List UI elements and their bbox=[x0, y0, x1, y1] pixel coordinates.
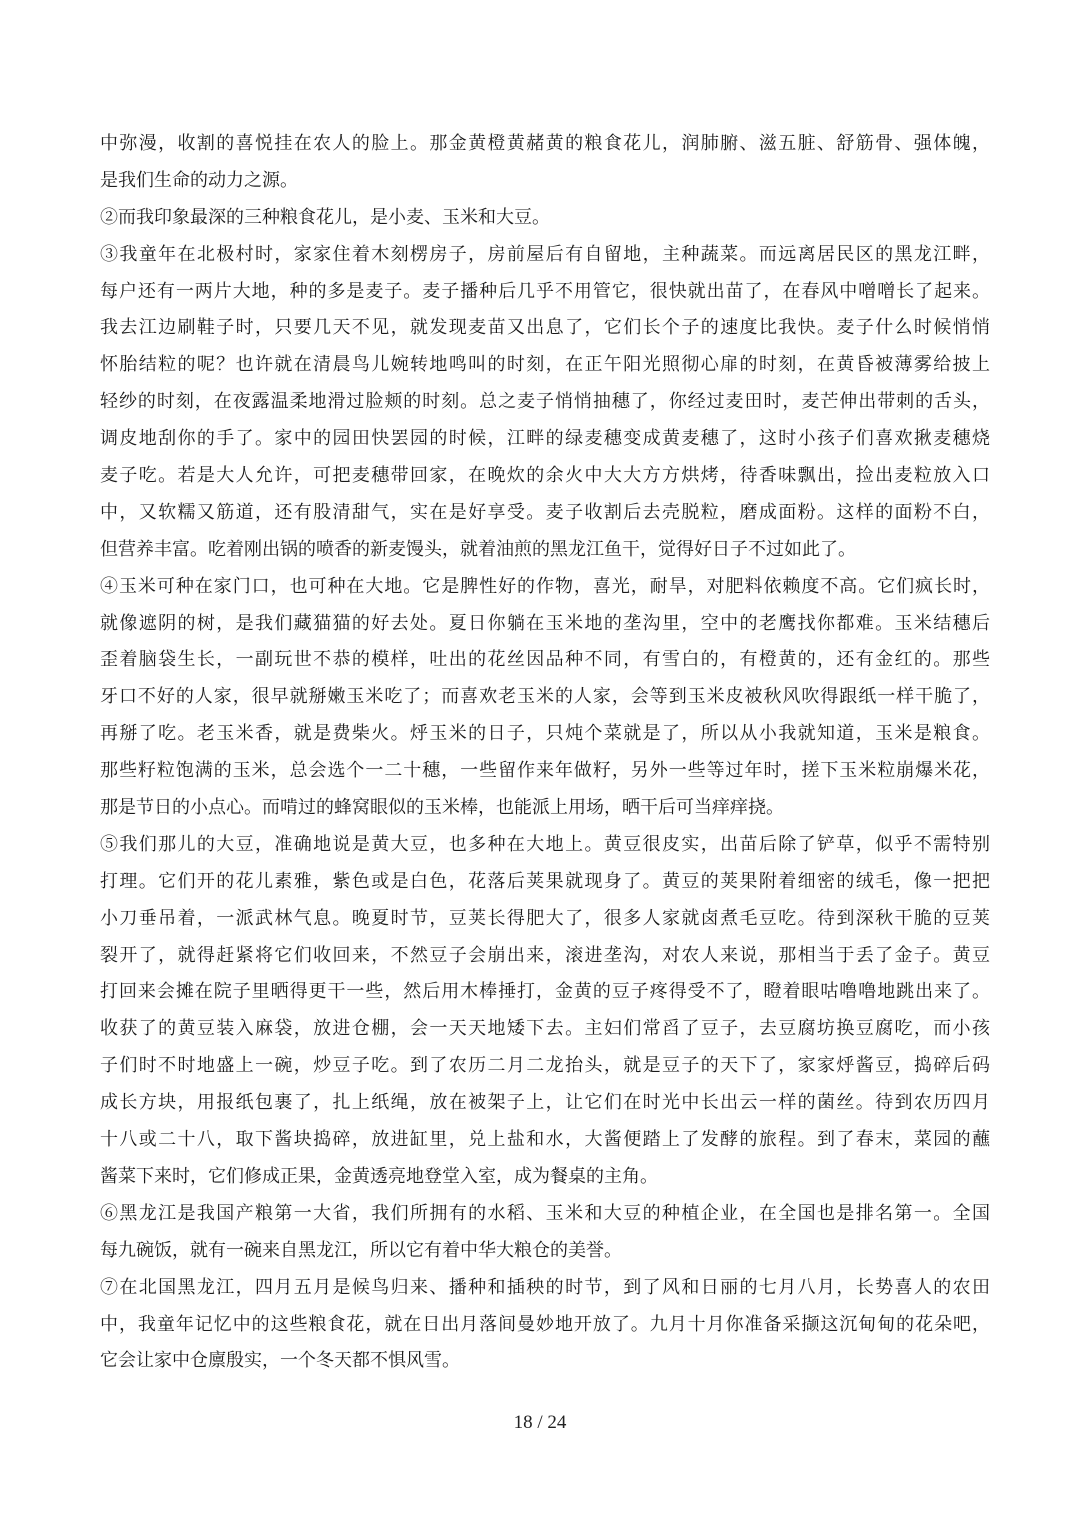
text-line: 那些籽粒饱满的玉米，总会选个一二十穗，一些留作来年做籽，另外一些等过年时，搓下玉米粒崩爆米花， bbox=[100, 760, 990, 782]
text-line: 中弥漫，收割的喜悦挂在农人的脸上。那金黄橙黄赭黄的粮食花儿，润肺腑、滋五脏、舒筋骨、强体魄， bbox=[100, 133, 990, 154]
text-line: ④玉米可种在家门口，也可种在大地。它是脾性好的作物，喜光，耐旱，对肥料依赖度不高。它们疯长时， bbox=[100, 575, 990, 597]
paragraph bbox=[100, 1196, 990, 1270]
text-line: ⑥黑龙江是我国产粮第一大省，我们所拥有的水稻、玉米和大豆的种植企业，在全国也是排名第一。全国 bbox=[100, 1202, 990, 1224]
text-line: 每九碗饭，就有一碗来自黑龙江，所以它有着中华大粮仓的美誉。 bbox=[100, 1239, 622, 1261]
text-line: 轻纱的时刻，在夜露温柔地滑过脸颊的时刻。总之麦子悄悄抽穗了，你经过麦田时，麦芒伸出带刺的舌头， bbox=[100, 391, 990, 413]
text-line: 怀胎结粒的呢？也许就在清晨鸟儿婉转地鸣叫的时刻，在正午阳光照彻心扉的时刻，在黄昏被薄雾给披上 bbox=[100, 354, 990, 376]
text-line: 中，又软糯又筋道，还有股清甜气，实在是好享受。麦子收割后去壳脱粒，磨成面粉。这样的面粉不白， bbox=[100, 501, 990, 523]
text-line: ⑦在北国黑龙江，四月五月是候鸟归来、播种和插秧的时节，到了风和日丽的七月八月，长势喜人的农田 bbox=[100, 1276, 990, 1298]
text-line: ③我童年在北极村时，家家住着木刻楞房子，房前屋后有自留地，主种蔬菜。而远离居民区的黑龙江畔， bbox=[100, 243, 990, 265]
text-line: 打回来会摊在院子里晒得更干一些，然后用木棒捶打，金黄的豆子疼得受不了，瞪着眼咕噜噜地跳出来了。 bbox=[100, 981, 990, 1003]
text-line: 酱菜下来时，它们修成正果，金黄透亮地登堂入室，成为餐桌的主角。 bbox=[100, 1165, 658, 1187]
text-line: 它会让家中仓廪殷实，一个冬天都不惧风雪。 bbox=[100, 1350, 460, 1372]
text-line: 再掰了吃。老玉米香，就是费柴火。烀玉米的日子，只炖个菜就是了，所以从小我就知道，玉米是粮食。 bbox=[100, 723, 990, 745]
text-line: 小刀垂吊着，一派武林气息。晚夏时节，豆荚长得肥大了，很多人家就卤煮毛豆吃。待到深秋干脆的豆荚 bbox=[100, 907, 990, 929]
text-line: 牙口不好的人家，很早就掰嫩玉米吃了；而喜欢老玉米的人家，会等到玉米皮被秋风吹得跟纸一样干脆了， bbox=[100, 686, 990, 708]
paragraph bbox=[100, 237, 990, 569]
page-number: 18 / 24 bbox=[513, 1412, 567, 1433]
text-line: 我去江边刷鞋子时，只要几天不见，就发现麦苗又出息了，它们长个子的速度比我快。麦子什么时候悄悄 bbox=[100, 317, 990, 339]
text-line: 那是节日的小点心。而啃过的蜂窝眼似的玉米棒，也能派上用场，晒干后可当痒痒挠。 bbox=[100, 797, 784, 819]
article-body bbox=[100, 126, 990, 1380]
text-line: 是我们生命的动力之源。 bbox=[100, 169, 298, 191]
text-line: 打理。它们开的花儿素雅，紫色或是白色，花落后荚果就现身了。黄豆的荚果附着细密的绒毛，像一把把 bbox=[100, 870, 990, 892]
text-line: ⑤我们那儿的大豆，准确地说是黄大豆，也多种在大地上。黄豆很皮实，出苗后除了铲草，似乎不需特别 bbox=[100, 833, 990, 855]
text-line: 裂开了，就得赶紧将它们收回来，不然豆子会崩出来，滚进垄沟，对农人来说，那相当于丢了金子。黄豆 bbox=[100, 944, 990, 966]
text-line: ②而我印象最深的三种粮食花儿，是小麦、玉米和大豆。 bbox=[100, 206, 550, 228]
text-line: 十八或二十八，取下酱块捣碎，放进缸里，兑上盐和水，大酱便踏上了发酵的旅程。到了春末，菜园的蘸 bbox=[100, 1129, 990, 1151]
paragraph bbox=[100, 569, 990, 827]
text-line: 每户还有一两片大地，种的多是麦子。麦子播种后几乎不用管它，很快就出苗了，在春风中噌噌长了起来。 bbox=[100, 280, 990, 302]
text-line: 歪着脑袋生长，一副玩世不恭的模样，吐出的花丝因品种不同，有雪白的，有橙黄的，还有金红的。那些 bbox=[100, 649, 990, 671]
text-line: 就像遮阴的树，是我们藏猫猫的好去处。夏日你躺在玉米地的垄沟里，空中的老鹰找你都难。玉米结穗后 bbox=[100, 612, 990, 634]
paragraph bbox=[100, 1270, 990, 1381]
text-line: 调皮地刮你的手了。家中的园田快罢园的时候，江畔的绿麦穗变成黄麦穗了，这时小孩子们喜欢揪麦穗烧 bbox=[100, 428, 990, 450]
text-line: 麦子吃。若是大人允许，可把麦穗带回家，在晚炊的余火中大大方方烘烤，待香味飘出，捡出麦粒放入口 bbox=[100, 465, 990, 487]
paragraph bbox=[100, 827, 990, 1196]
paragraph bbox=[100, 200, 990, 237]
text-line: 成长方块，用报纸包裹了，扎上纸绳，放在被架子上，让它们在时光中长出云一样的菌丝。待到农历四月 bbox=[100, 1092, 990, 1114]
paragraph bbox=[100, 126, 990, 200]
text-line: 中，我童年记忆中的这些粮食花，就在日出月落间曼妙地开放了。九月十月你准备采撷这沉甸甸的花朵吧， bbox=[100, 1313, 990, 1335]
text-line: 收获了的黄豆装入麻袋，放进仓棚，会一天天地矮下去。主妇们常舀了豆子，去豆腐坊换豆腐吃，而小孩 bbox=[100, 1018, 990, 1040]
text-line: 但营养丰富。吃着刚出锅的喷香的新麦馒头，就着油煎的黑龙江鱼干，觉得好日子不过如此了。 bbox=[100, 538, 856, 560]
text-line: 子们时不时地盛上一碗，炒豆子吃。到了农历二月二龙抬头，就是豆子的天下了，家家烀酱豆，捣碎后码 bbox=[100, 1055, 990, 1077]
